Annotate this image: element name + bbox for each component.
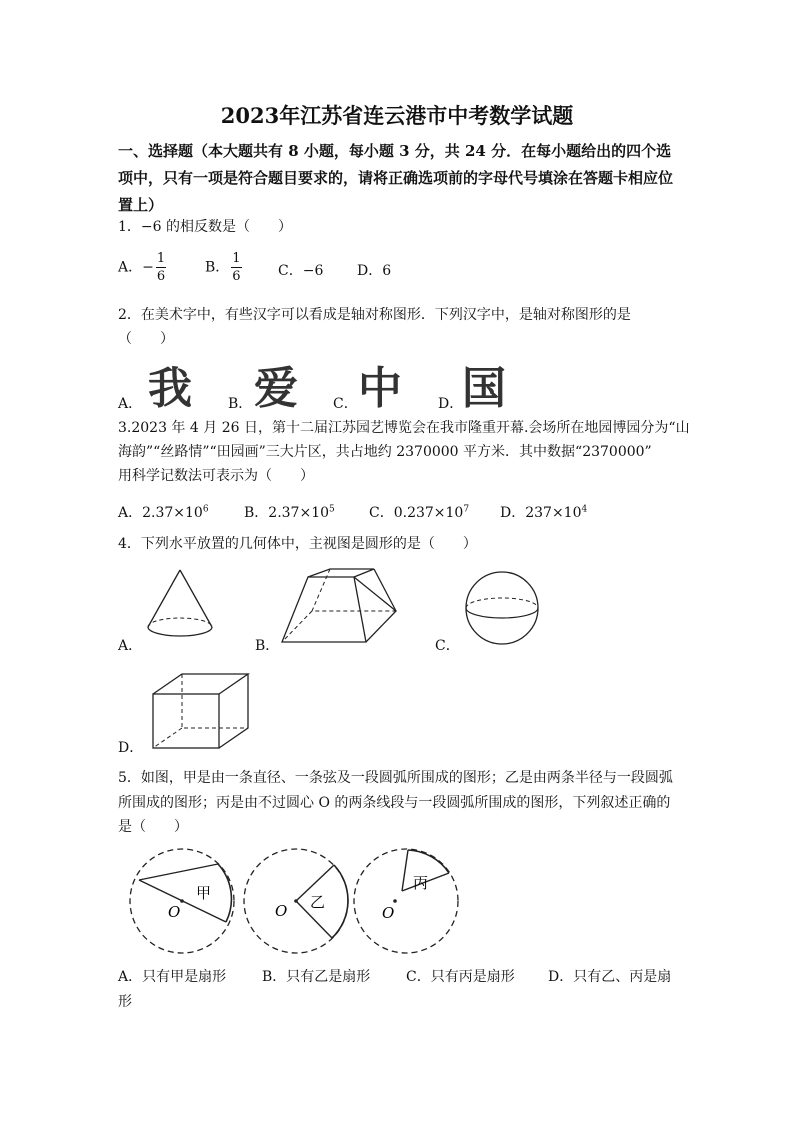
section-heading: 一、选择题（本大题共有 8 小题，每小题 3 分，共 24 分．在每小题给出的四个选项中，只有一项是符合题目要求的，请将正确选项前的字母代号填涂在答题卡相应位置上） [118,142,674,214]
figure-bing-center: O [382,904,395,922]
q3-d-exp: 4 [581,504,588,515]
q3-b-exp: 5 [329,504,335,515]
q1-option-b-label: B． [205,259,230,276]
q2-char-d-image: 国 [462,363,506,414]
figure-yi-label: 乙 [310,893,326,911]
sphere-figure [462,570,542,650]
q1-option-c[interactable]: C．−6 [278,263,324,279]
q1-b-denominator: 6 [232,269,241,284]
q1-option-a[interactable] [118,250,168,285]
cuboid-figure [150,672,252,752]
figure-bing-label: 丙 [413,874,429,892]
q4-option-b[interactable]: B． [255,638,280,654]
q4-option-a[interactable]: A． [118,638,143,654]
cone-figure [140,565,220,645]
q2-stem: 2．在美术字中，有些汉字可以看成是轴对称图形．下列汉字中，是轴对称图形的是 [118,307,631,323]
frustum-figure [278,567,413,647]
q1-a-numerator: 1 [156,251,166,266]
q3-c-base: C．0.237×10 [369,505,464,521]
q4-stem: 4．下列水平放置的几何体中，主视图是圆形的是（ ） [118,536,477,552]
figure-yi-center: O [275,902,288,920]
q3-line3: 用科学记数法可表示为（ ） [118,468,314,484]
q2-option-d[interactable]: D． [438,396,464,412]
q2-option-a[interactable]: A． [118,396,143,412]
q3-option-d[interactable] [500,502,587,522]
q2-paren: （ ） [118,331,174,347]
q5-option-b[interactable]: B．只有乙是扇形 [262,969,371,985]
q3-option-b[interactable] [244,502,335,522]
q2-option-c[interactable]: C． [333,396,358,412]
q2-option-b[interactable]: B． [228,396,253,412]
q1-a-denominator: 6 [156,269,166,284]
q2-char-b-image: 爱 [254,363,298,414]
q3-line2: 海韵”“丝路情”“田园画”三大片区，共占地约 2370000 平方米．其中数据“2370000” [118,444,652,460]
q3-option-c[interactable] [369,502,469,522]
q3-d-base: D．237×10 [500,505,582,521]
figure-jia [128,846,240,956]
q3-a-base: A．2.37×10 [118,505,203,521]
figure-bing [350,846,462,956]
q5-option-a[interactable]: A．只有甲是扇形 [118,969,227,985]
q5-option-d[interactable]: D．只有乙、丙是扇 [548,969,672,985]
figure-jia-center: O [168,903,181,921]
q1-option-a-fraction [156,250,166,285]
q1-option-b[interactable] [205,250,244,285]
q1-option-a-label: A．− [118,259,154,276]
q5-line3: 是（ ） [118,819,188,835]
q5-line1: 5．如图，甲是由一条直径、一条弦及一段圆弧所围成的图形；乙是由两条半径与一段圆弧 [118,770,673,786]
q3-line1: 3.2023 年 4 月 26 日，第十二届江苏园艺博览会在我市隆重开幕.会场所在地园博园分为“山 [118,420,690,436]
q2-char-c-image: 中 [358,363,402,414]
figure-yi [240,846,352,956]
q3-b-base: B．2.37×10 [244,505,330,521]
q2-char-a-image: 我 [148,363,192,414]
q1-b-numerator: 1 [232,251,241,266]
figure-jia-label: 甲 [196,884,212,902]
q4-option-d[interactable]: D． [118,740,144,756]
q3-a-exp: 6 [202,504,209,515]
page-title: 2023年江苏省连云港市中考数学试题 [220,103,574,128]
q1-stem: 1．−6 的相反数是（ ） [118,219,292,235]
q1-option-d[interactable]: D．6 [357,263,392,279]
q5-line2: 所围成的图形；丙是由不过圆心 O 的两条线段与一段圆弧所围成的图形，下列叙述正确的 [118,795,671,811]
q3-c-exp: 7 [463,504,470,515]
q3-option-a[interactable] [118,502,209,522]
q1-option-b-fraction [231,250,241,285]
q5-option-c[interactable]: C．只有丙是扇形 [406,969,515,985]
q4-option-c[interactable]: C． [435,638,460,654]
q5-option-d-continued: 形 [118,994,132,1010]
